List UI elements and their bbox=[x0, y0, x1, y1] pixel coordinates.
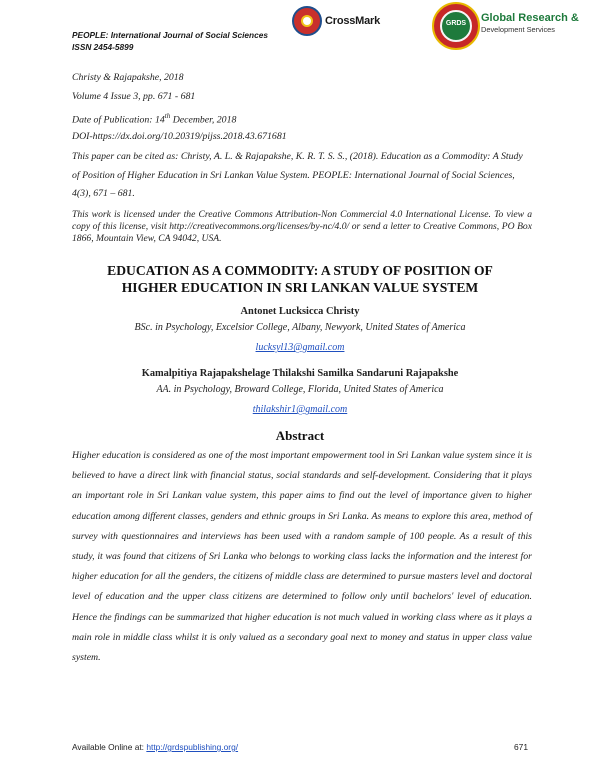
page-number: 671 bbox=[514, 742, 528, 752]
crossmark-label: CrossMark bbox=[325, 15, 381, 27]
author-email[interactable]: thilakshir1@gmail.com bbox=[252, 404, 348, 415]
author-email-row bbox=[60, 399, 540, 417]
date-prefix: Date of Publication: 14 bbox=[72, 114, 165, 126]
volume-info: Volume 4 Issue 3, pp. 671 - 681 bbox=[72, 91, 196, 102]
author-email-row bbox=[60, 337, 540, 355]
authors-short: Christy & Rajapakshe, 2018 bbox=[72, 72, 184, 83]
publisher-subtitle: Development Services bbox=[481, 25, 555, 34]
publisher-name: Global Research & bbox=[481, 12, 579, 24]
footer-link[interactable]: http://grdspublishing.org/ bbox=[146, 742, 239, 752]
citation-text: This paper can be cited as: Christy, A. L. & Rajapakshe, K. R. T. S. S., (2018). Education as a Commodity: A Study of Position of Higher Education in Sri Lankan Value System. PEOPLE: International Journal of Social Sciences, 4(3), 671 – 681. bbox=[72, 151, 523, 199]
title-line-2: HIGHER EDUCATION IN SRI LANKAN VALUE SYSTEM bbox=[121, 280, 479, 295]
grds-logo-text: GRDS bbox=[445, 20, 467, 27]
journal-issn: ISSN 2454-5899 bbox=[72, 41, 134, 52]
author-affiliation: BSc. in Psychology, Excelsior College, Albany, Newyork, United States of America bbox=[134, 322, 466, 333]
paper-title bbox=[60, 262, 540, 296]
date-suffix: December, 2018 bbox=[170, 114, 237, 126]
date-sup: th bbox=[164, 112, 171, 120]
author-name: Antonet Lucksicca Christy bbox=[240, 306, 360, 317]
publication-date bbox=[72, 108, 236, 128]
abstract-heading: Abstract bbox=[275, 428, 325, 443]
grds-logo bbox=[432, 2, 480, 50]
abstract-body: Higher education is considered as one of the most important empowerment tool in Sri Lankan value system since it is believed to have a direct link with financial status, social standards and self-development. Considering that it plays an important role in Sri Lankan value system, this paper aims to find out the level of importance given to higher education among different classes, genders and ethnic groups in Sri Lanka. As means to explore this area, method of survey with questionnaires and interviews has been used with a random sample of 100 people. As a result of this study, it was found that citizens of Sri Lanka who belongs to working class lacks the information and the interest for higher education for all the genders, the citizens of middle class are determined to pursue masters level and doctoral level of education and the upper class citizens are determined to follow only until bachelors' level of education. Hence the findings can be summarized that higher education is not much valued in working class where as it plays a main role in middle class whilst it is only valued as a secondary goal next to money and status in upper class value system. bbox=[72, 450, 532, 664]
journal-header bbox=[72, 30, 268, 53]
title-line-1: EDUCATION AS A COMMODITY: A STUDY OF POSITION OF bbox=[107, 263, 493, 278]
doi[interactable]: DOI-https://dx.doi.org/10.20319/pijss.2018.43.671681 bbox=[72, 131, 287, 142]
author-email[interactable]: lucksyl13@gmail.com bbox=[255, 342, 345, 353]
journal-name: PEOPLE: International Journal of Social Sciences bbox=[72, 30, 268, 40]
license-text: This work is licensed under the Creative Commons Attribution-Non Commercial 4.0 International License. To view a copy of this license, visit http://creativecommons.org/licenses/by-nc/4.0/ or send a letter to Creative Commons, PO Box 1866, Mountain View, CA 94042, USA. bbox=[72, 209, 532, 244]
author-affiliation: AA. in Psychology, Broward College, Florida, United States of America bbox=[156, 384, 444, 395]
crossmark-icon bbox=[292, 6, 322, 36]
footer-label: Available Online at: bbox=[72, 742, 147, 752]
footer-availability bbox=[72, 742, 238, 752]
author-name: Kamalpitiya Rajapakshelage Thilakshi Samilka Sandaruni Rajapakshe bbox=[141, 368, 459, 379]
